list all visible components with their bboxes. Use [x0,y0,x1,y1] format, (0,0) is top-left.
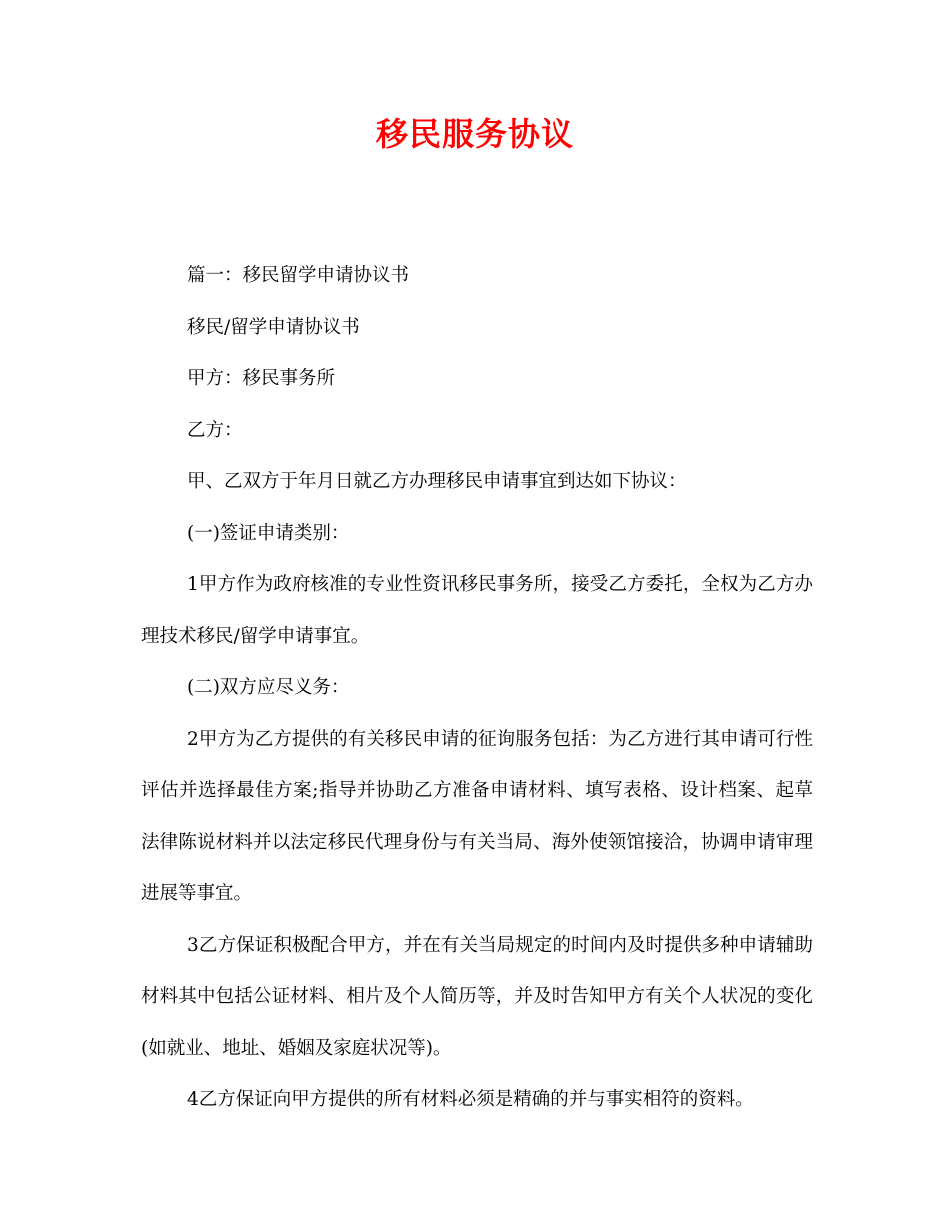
paragraph-clause-heading-2: (二)双方应尽义务： [187,677,350,698]
document-body [141,250,813,1126]
paragraph-agreement-name: 移民/留学申请协议书 [187,316,360,338]
paragraph-clause-2: 2甲方为乙方提供的有关移民申请的征询服务包括：为乙方进行其申请可行性评估并选择最佳方案;指导并协助乙方准备申请材料、填写表格、设计档案、起草法律陈说材料并以法定移民代理身份与有关当局、海外使领馆接洽，协调申请审理进展等事宜。 [141,728,813,904]
paragraph-clause-4: 4乙方保证向甲方提供的所有材料必须是精确的并与事实相符的资料。 [187,1089,754,1110]
paragraph-party-b: 乙方： [187,419,243,441]
paragraph-clause-3: 3乙方保证积极配合甲方，并在有关当局规定的时间内及时提供多种申请辅助材料其中包括公证材料、相片及个人简历等，并及时告知甲方有关个人状况的变化(如就业、地址、婚姻及家庭状况等)。 [141,934,813,1059]
paragraph-party-a: 甲方：移民事务所 [187,368,336,389]
paragraph-clause-1: 1甲方作为政府核准的专业性资讯移民事务所，接受乙方委托，全权为乙方办理技术移民/留学申请事宜。 [141,574,813,647]
paragraph-section-heading: 篇一：移民留学申请协议书 [187,265,410,286]
document-title: 移民服务协议 [375,115,574,153]
paragraph-preamble: 甲、乙双方于年月日就乙方办理移民申请事宜到达如下协议： [187,471,687,492]
paragraph-clause-heading-1: (一)签证申请类别： [187,522,350,544]
